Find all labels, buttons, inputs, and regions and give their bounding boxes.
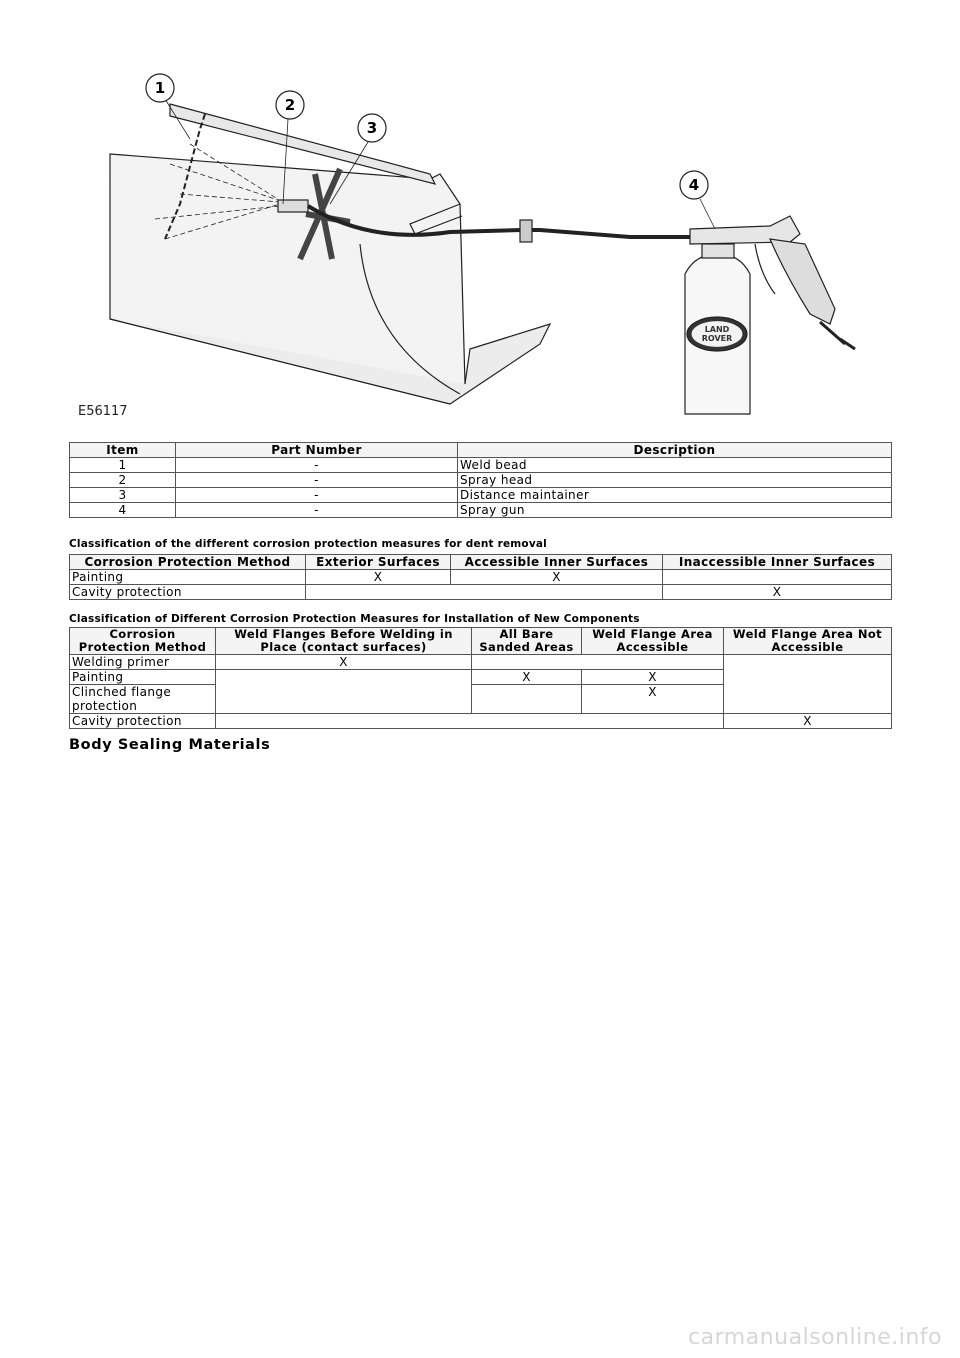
callout-4-leader	[700, 199, 715, 229]
canister-neck	[702, 244, 734, 258]
column-header: Inaccessible Inner Surfaces	[663, 555, 892, 570]
method-cell: Cavity protection	[70, 585, 306, 600]
empty-cell	[216, 670, 472, 714]
gun-trigger	[755, 244, 775, 294]
empty-cell	[472, 655, 724, 670]
new-components-table	[69, 627, 892, 729]
table-row	[70, 458, 892, 473]
flange-not-accessible-cell: X	[724, 714, 892, 729]
column-header: Weld Flange Area Not Accessible	[724, 628, 892, 655]
panel-outline	[110, 154, 465, 404]
section-heading: Body Sealing Materials	[69, 737, 271, 753]
bare-sanded-cell: X	[472, 670, 582, 685]
watermark: carmanualsonline.info	[688, 1325, 942, 1350]
method-cell: Welding primer	[70, 655, 216, 670]
callout-2-label: 2	[284, 96, 296, 114]
column-header: Item	[70, 443, 176, 458]
column-header: Accessible Inner Surfaces	[451, 555, 663, 570]
parts-table	[69, 442, 892, 518]
description-cell: Spray head	[458, 473, 892, 488]
hose-coupler	[520, 220, 532, 242]
method-cell: Painting	[70, 670, 216, 685]
method-cell: Clinched flange protection	[70, 685, 216, 714]
spray-head-shape	[278, 200, 308, 212]
item-cell: 3	[70, 488, 176, 503]
empty-cell	[306, 585, 663, 600]
flange-accessible-cell: X	[582, 670, 724, 685]
description-cell: Weld bead	[458, 458, 892, 473]
column-header: All Bare Sanded Areas	[472, 628, 582, 655]
item-cell: 2	[70, 473, 176, 488]
method-cell: Painting	[70, 570, 306, 585]
spray-gun-illustration	[70, 44, 892, 424]
empty-cell	[216, 714, 724, 729]
callout-4-label: 4	[688, 176, 700, 194]
part-number-cell: -	[176, 458, 458, 473]
dent-removal-table	[69, 554, 892, 600]
table-row	[70, 585, 892, 600]
exterior-cell: X	[306, 570, 451, 585]
inaccessible-cell	[663, 570, 892, 585]
description-cell: Distance maintainer	[458, 488, 892, 503]
column-header: Weld Flange Area Accessible	[582, 628, 724, 655]
column-header: Weld Flanges Before Welding in Place (contact surfaces)	[216, 628, 472, 655]
empty-cell	[472, 685, 582, 714]
column-header: Exterior Surfaces	[306, 555, 451, 570]
illustration-svg	[70, 44, 892, 424]
method-cell: Cavity protection	[70, 714, 216, 729]
part-number-cell: -	[176, 473, 458, 488]
flange-accessible-cell: X	[582, 685, 724, 714]
part-number-cell: -	[176, 503, 458, 518]
empty-cell	[724, 655, 892, 714]
gun-handle	[770, 239, 835, 324]
table-row	[70, 503, 892, 518]
part-number-cell: -	[176, 488, 458, 503]
gun-body	[690, 216, 800, 244]
table-row	[70, 488, 892, 503]
logo-line-2: ROVER	[701, 334, 733, 343]
table-header-row	[70, 443, 892, 458]
table-header-row	[70, 628, 892, 655]
table-header-row	[70, 555, 892, 570]
gun-air-inlet	[820, 322, 855, 349]
description-cell: Spray gun	[458, 503, 892, 518]
table-row	[70, 570, 892, 585]
logo-line-1: LAND	[704, 325, 730, 334]
column-header: Corrosion Protection Method	[70, 555, 306, 570]
inaccessible-cell: X	[663, 585, 892, 600]
column-header: Description	[458, 443, 892, 458]
table-row	[70, 714, 892, 729]
weld-flanges-cell: X	[216, 655, 472, 670]
callout-3-label: 3	[366, 119, 378, 137]
table-row	[70, 473, 892, 488]
dent-removal-caption: Classification of the different corrosion protection measures for dent removal	[69, 538, 547, 550]
column-header: Part Number	[176, 443, 458, 458]
column-header: Corrosion Protection Method	[70, 628, 216, 655]
item-cell: 4	[70, 503, 176, 518]
accessible-cell: X	[451, 570, 663, 585]
new-components-caption: Classification of Different Corrosion Protection Measures for Installation of New Components	[69, 613, 640, 625]
table-row	[70, 655, 892, 670]
figure-code: E56117	[78, 404, 128, 419]
callout-1-label: 1	[154, 79, 166, 97]
item-cell: 1	[70, 458, 176, 473]
